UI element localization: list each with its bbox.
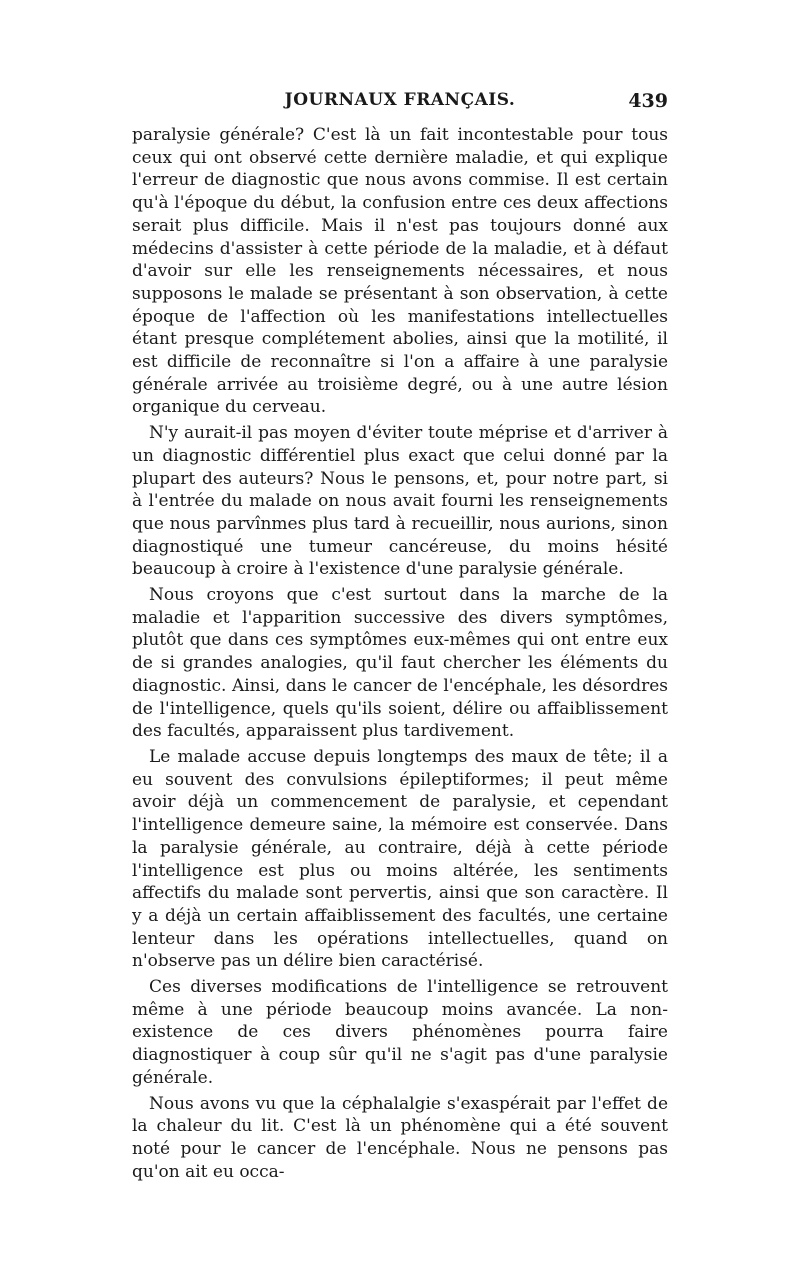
paragraph-6: Nous avons vu que la céphalalgie s'exaspérait par l'effet de la chaleur du lit. C'est là un phénomène qui a été souvent noté pour le cancer de l'encéphale. Nous ne pensons pas qu'on ait eu occa- — [132, 1093, 668, 1182]
page-header — [132, 90, 668, 114]
body-text — [132, 124, 668, 1186]
paragraph-2: N'y aurait-il pas moyen d'éviter toute méprise et d'arriver à un diagnostic différentiel plus exact que celui donné par la plupart des auteurs? Nous le pensons, et, pour notre part, si à l'entrée du malade on nous avait fourni les renseignements que nous parvînmes plus tard à recueillir, nous aurions, sinon diagnostiqué une tumeur cancéreuse, du moins hésité beaucoup à croire à l'existence d'une paralysie générale. — [132, 423, 668, 580]
running-title: JOURNAUX FRANÇAIS. — [284, 90, 516, 110]
page-number: 439 — [628, 90, 668, 112]
paragraph-5: Ces diverses modifications de l'intelligence se retrouvent même à une période beaucoup moins avancée. La non-existence de ces divers phénomènes pourra faire diagnostiquer à coup sûr qu'il ne s'agit pas d'une paralysie générale. — [132, 977, 668, 1088]
paragraph-3: Nous croyons que c'est surtout dans la marche de la maladie et l'apparition successive des divers symptômes, plutôt que dans ces symptômes eux-mêmes qui ont entre eux de si grandes analogies, qu'il faut chercher les éléments du diagnostic. Ainsi, dans le cancer de l'encéphale, les désordres de l'intelligence, quels qu'ils soient, délire ou affaiblissement des facultés, apparaissent plus tardivement. — [132, 585, 668, 742]
paragraph-1: paralysie générale? C'est là un fait incontestable pour tous ceux qui ont observé cette dernière maladie, et qui explique l'erreur de diagnostic que nous avons commise. Il est certain qu'à l'époque du début, la confusion entre ces deux affections serait plus difficile. Mais il n'est pas toujours donné aux médecins d'assister à cette période de la maladie, et à défaut d'avoir sur elle les renseignements nécessaires, et nous supposons le malade se présentant à son observation, à cette époque de l'affection où les manifestations intellectuelles étant presque complétement abolies, ainsi que la motilité, il est difficile de reconnaître si l'on a affaire à une paralysie générale arrivée au troisième degré, ou à une autre lésion organique du cerveau. — [132, 125, 668, 418]
paragraph-4: Le malade accuse depuis longtemps des maux de tête; il a eu souvent des convulsions épileptiformes; il peut même avoir déjà un commencement de paralysie, et cependant l'intelligence demeure saine, la mémoire est conservée. Dans la paralysie générale, au contraire, déjà à cette période l'intelligence est plus ou moins altérée, les sentiments affectifs du malade sont pervertis, ainsi que son caractère. Il y a déjà un certain affaiblissement des facultés, une certaine lenteur dans les opérations intellectuelles, quand on n'observe pas un délire bien caractérisé. — [132, 746, 668, 972]
